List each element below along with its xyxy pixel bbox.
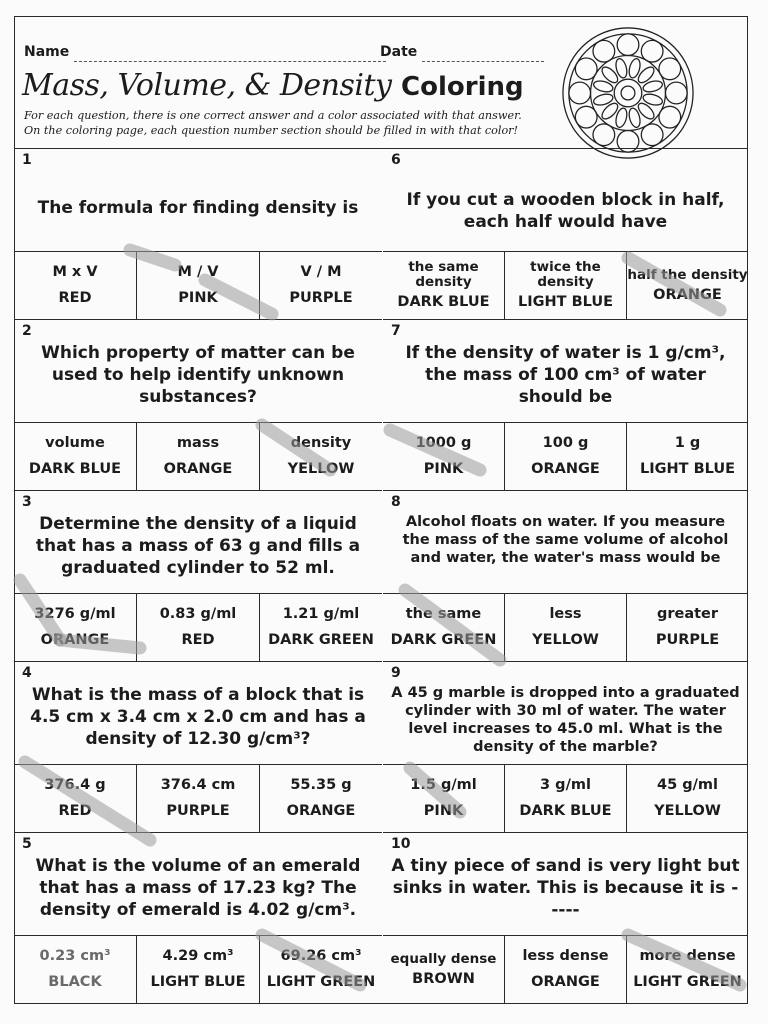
answer-value: less	[549, 606, 582, 622]
answer-choice[interactable]	[260, 765, 382, 832]
answer-color: ORANGE	[531, 974, 600, 990]
answer-color: PURPLE	[655, 632, 720, 648]
answer-value: 1 g	[674, 435, 701, 451]
answer-value: 1000 g	[415, 435, 472, 451]
answer-choice[interactable]	[137, 252, 260, 319]
answer-choice[interactable]	[505, 936, 627, 1003]
answer-choice[interactable]	[137, 594, 260, 661]
answer-color: DARK BLUE	[519, 803, 612, 819]
question-text: A 45 g marble is dropped into a graduated cylinder with 30 ml of water. The water level increases to 45.0 ml. What is the density of the marble?	[391, 685, 740, 755]
answer-value: 1.5 g/ml	[410, 777, 477, 793]
answer-color: BLACK	[48, 974, 102, 990]
answer-color: ORANGE	[163, 461, 233, 477]
question-number: 8	[391, 494, 401, 510]
answer-row	[383, 594, 748, 662]
answer-choice[interactable]	[260, 423, 382, 490]
answer-choice[interactable]	[137, 936, 260, 1003]
answer-row	[14, 765, 382, 833]
answer-color: LIGHT BLUE	[517, 294, 614, 310]
answer-value: 55.35 g	[290, 777, 352, 793]
question-box	[14, 491, 382, 594]
answer-choice[interactable]	[383, 252, 505, 319]
answer-value: greater	[656, 606, 719, 622]
answer-choice[interactable]	[505, 594, 627, 661]
page-title	[22, 68, 524, 103]
answer-row	[14, 594, 382, 662]
answer-choice[interactable]	[137, 765, 260, 832]
answer-color: YELLOW	[654, 803, 721, 819]
date-field[interactable]	[422, 61, 544, 62]
question-box	[14, 833, 382, 936]
answer-value: M x V	[52, 264, 98, 280]
question-box	[383, 149, 748, 252]
answer-choice[interactable]	[383, 594, 505, 661]
answer-value: 4.29 cm³	[162, 948, 234, 964]
answer-choice[interactable]	[627, 594, 748, 661]
answer-color: PINK	[178, 290, 218, 306]
answer-value: 3276 g/ml	[34, 606, 116, 622]
question-text: If you cut a wooden block in half, each half would have	[406, 190, 725, 232]
question-box	[14, 662, 382, 765]
answer-choice[interactable]	[260, 252, 382, 319]
question-text: Which property of matter can be used to help identify unknown substances?	[41, 343, 355, 407]
question-number: 9	[391, 665, 401, 681]
title-bold: Coloring	[401, 72, 524, 102]
name-label: Name	[24, 44, 70, 60]
question-grid	[14, 149, 748, 1004]
question-text: What is the volume of an emerald that has a mass of 17.23 kg? The density of emerald is 4.02 g/cm³.	[35, 856, 361, 920]
answer-row	[383, 936, 748, 1004]
answer-value: 1.21 g/ml	[282, 606, 360, 622]
answer-row	[383, 765, 748, 833]
instructions-line-1: For each question, there is one correct answer and a color associated with that answer.	[24, 109, 522, 122]
answer-color: ORANGE	[653, 286, 722, 303]
answer-choice[interactable]	[627, 765, 748, 832]
question-box	[383, 662, 748, 765]
question-text: A tiny piece of sand is very light but sinks in water. This is because it is -----	[391, 856, 740, 920]
answer-value: M / V	[177, 264, 219, 280]
answer-choice[interactable]	[14, 936, 137, 1003]
answer-value: less dense	[522, 948, 609, 964]
answer-color: BROWN	[412, 970, 475, 987]
answer-color: DARK BLUE	[397, 294, 490, 310]
question-number: 3	[22, 494, 32, 510]
mandala-icon	[559, 24, 697, 162]
answer-choice[interactable]	[260, 594, 382, 661]
answer-color: LIGHT BLUE	[150, 974, 246, 990]
answer-value: volume	[45, 435, 105, 451]
answer-color: RED	[58, 803, 92, 819]
title-script: Mass, Volume, & Density	[22, 68, 392, 103]
answer-choice[interactable]	[260, 936, 382, 1003]
answer-color: YELLOW	[532, 632, 599, 648]
answer-value: 376.4 g	[44, 777, 106, 793]
answer-color: PURPLE	[289, 290, 353, 306]
question-number: 2	[22, 323, 32, 339]
answer-choice[interactable]	[383, 423, 505, 490]
answer-row	[383, 252, 748, 320]
answer-choice[interactable]	[505, 423, 627, 490]
answer-choice[interactable]	[14, 765, 137, 832]
answer-color: LIGHT GREEN	[266, 974, 376, 990]
answer-color: ORANGE	[286, 803, 356, 819]
answer-choice[interactable]	[137, 423, 260, 490]
question-number: 6	[391, 152, 401, 168]
question-text: The formula for finding density is	[37, 198, 359, 218]
answer-choice[interactable]	[14, 252, 137, 319]
answer-value: 376.4 cm	[160, 777, 236, 793]
answer-value: 3 g/ml	[540, 777, 591, 793]
instructions	[24, 108, 522, 138]
answer-color: DARK GREEN	[390, 632, 497, 648]
question-box	[14, 149, 382, 252]
answer-value: 0.83 g/ml	[159, 606, 237, 622]
question-box	[383, 833, 748, 936]
answer-color: DARK GREEN	[268, 632, 374, 648]
answer-value: equally dense	[390, 950, 497, 967]
answer-color: LIGHT GREEN	[633, 974, 742, 990]
answer-value: 45 g/ml	[657, 777, 718, 793]
answer-row	[14, 252, 382, 320]
answer-value: 69.26 cm³	[280, 948, 362, 964]
answer-choice[interactable]	[14, 423, 137, 490]
answer-choice[interactable]	[627, 252, 748, 319]
answer-row	[14, 423, 382, 491]
answer-choice[interactable]	[505, 252, 627, 319]
answer-color: ORANGE	[531, 461, 600, 477]
instructions-line-2: On the coloring page, each question number section should be filled in with that color!	[24, 124, 519, 137]
answer-color: YELLOW	[287, 461, 355, 477]
answer-value: 0.23 cm³	[39, 948, 111, 964]
question-box	[383, 320, 748, 423]
question-number: 7	[391, 323, 401, 339]
answer-choice[interactable]	[383, 765, 505, 832]
answer-value: 100 g	[542, 435, 589, 451]
question-text: Alcohol floats on water. If you measure the mass of the same volume of alcohol and water, the water's mass would be	[402, 514, 729, 566]
question-text: What is the mass of a block that is 4.5 cm x 3.4 cm x 2.0 cm and has a density of 12.30 g/cm³?	[30, 685, 366, 749]
question-text: If the density of water is 1 g/cm³, the mass of 100 cm³ of water should be	[405, 343, 726, 407]
answer-row	[14, 936, 382, 1004]
answer-value: mass	[176, 435, 220, 451]
answer-choice[interactable]	[627, 423, 748, 490]
answer-value: more dense	[639, 948, 736, 964]
answer-color: PINK	[423, 803, 464, 819]
answer-color: RED	[181, 632, 215, 648]
answer-color: DARK BLUE	[28, 461, 122, 477]
question-number: 10	[391, 836, 411, 852]
answer-row	[383, 423, 748, 491]
question-number: 5	[22, 836, 32, 852]
question-number: 4	[22, 665, 32, 681]
name-field[interactable]	[74, 61, 386, 62]
answer-color: ORANGE	[40, 632, 110, 648]
answer-color: PINK	[423, 461, 464, 477]
answer-color: RED	[58, 290, 92, 306]
answer-value: twice the density	[530, 259, 601, 290]
question-text: Determine the density of a liquid that has a mass of 63 g and fills a graduated cylinder to 52 ml.	[35, 514, 361, 578]
answer-value: half the density	[627, 266, 748, 283]
answer-value: the same density	[408, 259, 479, 290]
answer-choice[interactable]	[383, 936, 505, 1003]
worksheet-header	[14, 16, 748, 150]
answer-choice[interactable]	[627, 936, 748, 1003]
answer-value: V / M	[300, 264, 342, 280]
question-number: 1	[22, 152, 32, 168]
answer-color: LIGHT BLUE	[639, 461, 736, 477]
answer-value: the same	[405, 606, 482, 622]
question-box	[383, 491, 748, 594]
answer-color: PURPLE	[166, 803, 230, 819]
question-box	[14, 320, 382, 423]
answer-choice[interactable]	[505, 765, 627, 832]
answer-choice[interactable]	[14, 594, 137, 661]
answer-value: density	[290, 435, 352, 451]
date-label: Date	[380, 44, 418, 60]
